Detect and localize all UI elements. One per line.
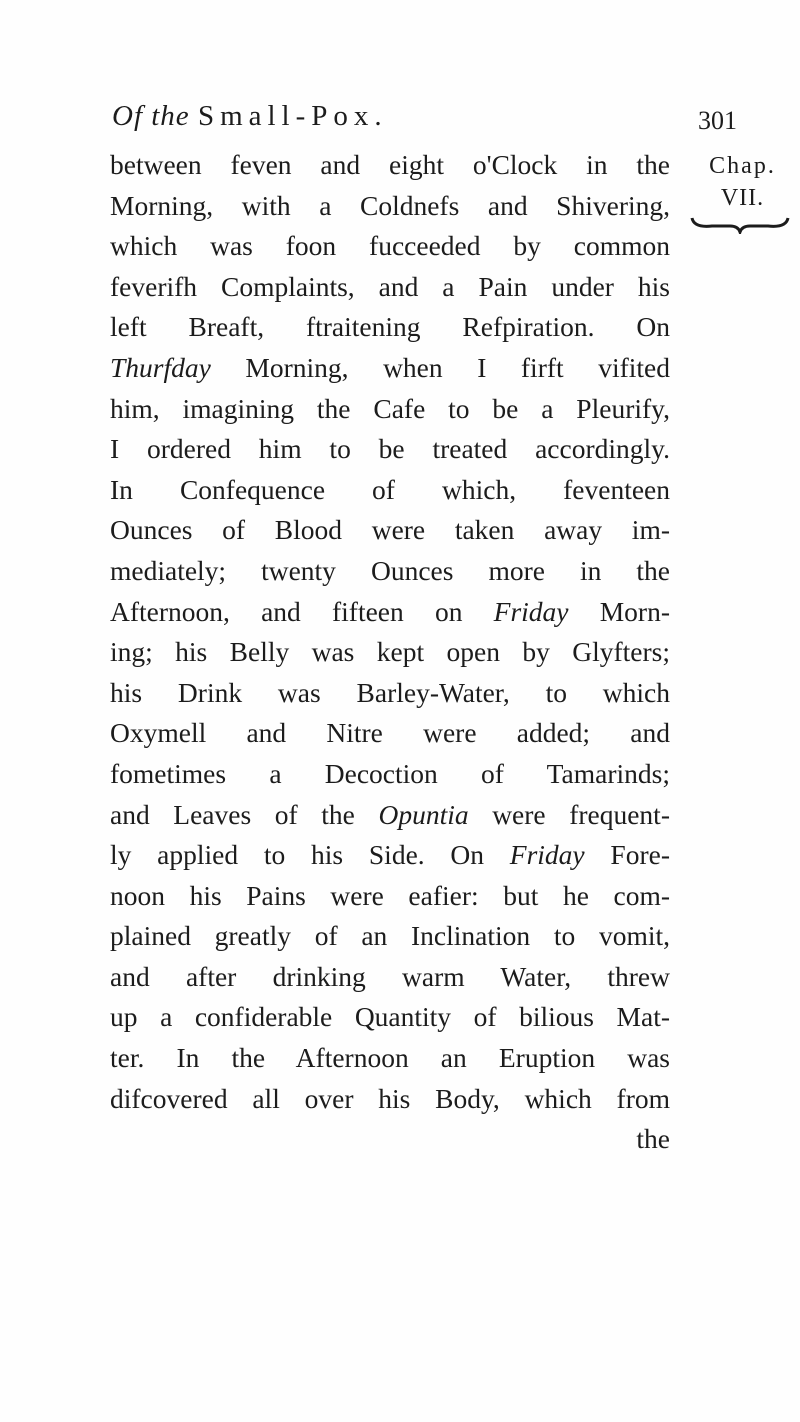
text-line: him, imagining the Cafe to be a Pleurify, (110, 392, 670, 424)
page-number: 301 (698, 106, 737, 135)
text-line: up a confiderable Quantity of bilious Mat- (110, 1001, 670, 1033)
text-line: his Drink was Barley-Water, to which (110, 676, 670, 708)
text-segment: ly applied to his Side. On (110, 839, 510, 871)
running-head-prefix: Of the (112, 100, 190, 132)
chapter-margin-note (685, 150, 800, 234)
text-line: difcovered all over his Body, which from (110, 1082, 670, 1114)
text-segment: and Leaves of the (110, 798, 379, 830)
text-line: the (636, 1123, 670, 1155)
text-line: plained greatly of an Inclination to vomit, (110, 920, 670, 952)
body-text (110, 145, 670, 1160)
text-line: mediately; twenty Ounces more in the (110, 554, 670, 586)
text-line: Ounces of Blood were taken away im- (110, 514, 670, 546)
text-segment: were frequent- (468, 798, 670, 830)
text-line (110, 348, 670, 389)
running-head-main: Small-Pox. (197, 100, 388, 132)
text-line: fometimes a Decoction of Tamarinds; (110, 757, 670, 789)
text-segment: Morning, when I firft vifited (210, 351, 670, 383)
text-segment: Fore- (584, 839, 670, 871)
italic-word: Friday (509, 839, 585, 871)
text-line: ter. In the Afternoon an Eruption was (110, 1042, 670, 1074)
text-line: feverifh Complaints, and a Pain under his (110, 270, 670, 302)
text-line: noon his Pains were eafier: but he com- (110, 879, 670, 911)
text-line: In Confequence of which, feventeen (110, 473, 670, 505)
italic-word: Friday (493, 595, 569, 627)
chapter-label: Chap. (709, 153, 776, 179)
text-line: between feven and eight o'Clock in the (110, 149, 670, 180)
text-line: and after drinking warm Water, threw (110, 960, 670, 992)
text-line (110, 592, 670, 633)
text-line (110, 835, 670, 876)
text-line: I ordered him to be treated accordingly. (110, 433, 670, 465)
text-line: ing; his Belly was kept open by Glyfters; (110, 636, 670, 668)
brace-ornament-icon (690, 214, 790, 234)
text-line: Morning, with a Coldnefs and Shivering, (110, 189, 670, 221)
text-segment: Afternoon, and fifteen on (110, 595, 494, 627)
text-line (110, 795, 670, 836)
italic-word: Thurfday (110, 351, 211, 383)
text-line: left Breaft, ftraitening Refpiration. On (110, 311, 670, 343)
chapter-number: VII. (720, 185, 765, 211)
text-line: Oxymell and Nitre were added; and (110, 717, 670, 749)
text-line: which was foon fucceeded by common (110, 230, 670, 262)
italic-word: Opuntia (378, 798, 469, 830)
text-segment: Morn- (568, 595, 670, 627)
running-head-title (112, 100, 388, 133)
running-head (0, 100, 800, 150)
